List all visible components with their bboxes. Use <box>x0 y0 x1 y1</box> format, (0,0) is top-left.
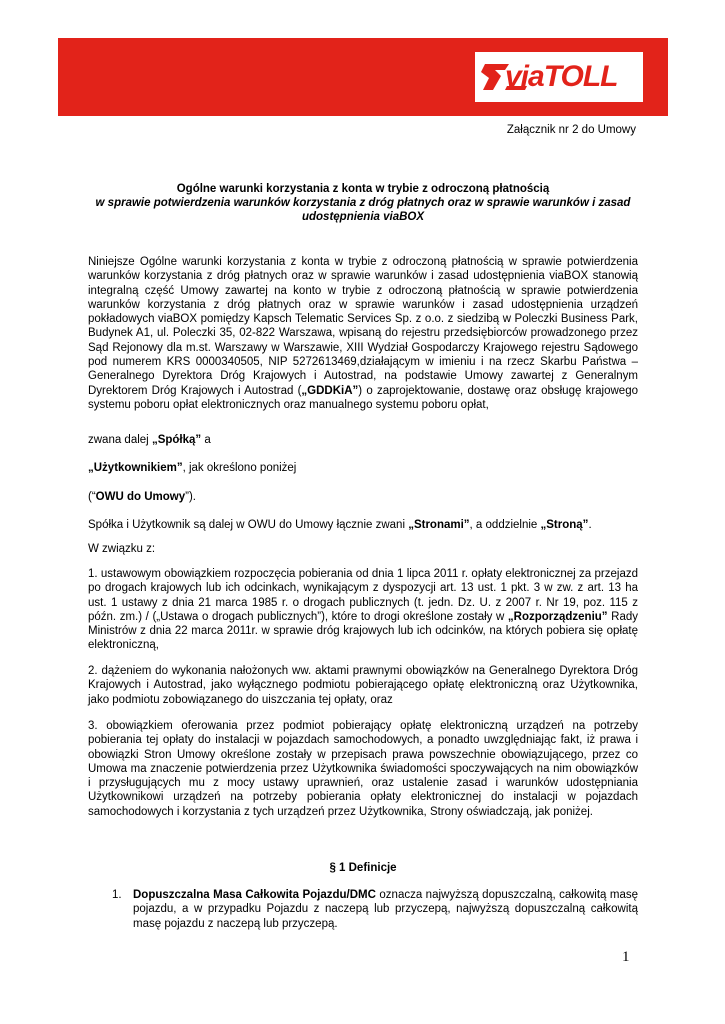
intro-end: ) o zaprojektowanie, dostawę oraz obsługę krajowego systemu poboru opłat elektronicznych oraz manualnego systemu poboru opłat, <box>88 384 638 411</box>
owu-paragraph <box>88 490 638 504</box>
title-line-2: w sprawie potwierdzenia warunków korzystania z dróg płatnych oraz w sprawie warunków i zasad udostępnienia viaBOX <box>95 197 631 223</box>
definition-item <box>112 888 638 931</box>
parties-bold-1: „Stronami” <box>408 519 470 531</box>
parties-pre: Spółka i Użytkownik są dalej w OWU do Umowy łącznie zwani <box>88 519 409 531</box>
viatoll-logo <box>475 52 643 102</box>
document-title <box>88 182 638 224</box>
title-line-1: Ogólne warunki korzystania z konta w trybie z odroczoną płatnością <box>176 183 550 195</box>
recital-2: 2. dążeniem do wykonania nałożonych ww. aktami prawnymi obowiązków na Generalnego Dyrektora Dróg Krajowych i Autostrad, jako wyłącznego podmiotu pobierającego opłatę elektroniczną oraz Użytkownika, jako podmiotu zobowiązanego do uiszczania tej opłaty, oraz <box>88 665 638 706</box>
recital-1-post: Rady Ministrów z dnia 22 marca 2011r. w sprawie dróg krajowych lub ich odcinków, na których pobiera się opłatę elektroniczną, <box>88 610 638 652</box>
company-post: a <box>201 434 211 446</box>
owu-pre: (“ <box>88 491 96 503</box>
company-pre: zwana dalej <box>88 434 152 446</box>
annex-label: Załącznik nr 2 do Umowy <box>506 124 636 136</box>
recital-1-pre: 1. ustawowym obowiązkiem rozpoczęcia pobierania od dnia 1 lipca 2011 r. opłaty elektronicznej za przejazd po drogach krajowych lub ich odcinkach, wynikającym z dyspozycji art. 13 ust. 1 pkt. 3 w zw. z art. 13 ha ust. 1 ustawy z dnia 21 marca 1985 r. o drogach publicznych (t. jedn. Dz. U. z 2007 r. Nr 19, poz. 115 z późn. zm.) / („Ustawa o drogach publicznych”), które to drogi określone zostały w <box>88 568 638 623</box>
company-paragraph <box>88 433 638 447</box>
logo-wordmark: viaTOLL <box>505 60 618 93</box>
definition-text: oznacza najwyższą dopuszczalną, całkowitą masę pojazdu, a w przypadku Pojazdu z naczepą lub przyczepą, najwyższą dopuszczalną całkowitą masę pojazdu z naczepą lub przyczepą. <box>133 889 639 930</box>
intro-paragraph <box>88 255 638 412</box>
parties-post: . <box>588 519 592 531</box>
intro-bold: „GDDKiA” <box>301 384 359 397</box>
recital-1-bold: „Rozporządzeniu” <box>507 610 608 623</box>
company-bold: „Spółką” <box>151 434 202 446</box>
whereas-line: W związku z: <box>88 543 156 555</box>
user-paragraph <box>88 461 638 475</box>
parties-mid: , a oddzielnie <box>469 519 541 531</box>
parties-paragraph <box>88 518 638 532</box>
recital-3: 3. obowiązkiem oferowania przez podmiot pobierający opłatę elektroniczną urządzeń na potrzeby pobierania tej opłaty do instalacji w pojazdach samochodowych, a ponadto uwzględniając fakt, iż prawa i obowiązki Stron Umowy określone zostały w przepisach prawa powszechnie obowiązującego, przez co Umowa ma znaczenie potwierdzenia przez Użytkownika świadomości spoczywających na nim obowiązków i przysługujących mu z mocy ustawy uprawnień, oraz ustalenie zasad i warunków udostępniania Użytkownikowi urządzeń na potrzeby pobierania opłaty elektronicznej do instalacji w pojazdach samochodowych i korzystania z tych urządzeń przez Użytkownika, Strony oświadczają, jak poniżej. <box>88 720 638 818</box>
section-heading: § 1 Definicje <box>329 862 397 874</box>
user-post: , jak określono poniżej <box>182 462 297 474</box>
parties-bold-2: „Stroną” <box>540 519 589 531</box>
definition-term: Dopuszczalna Masa Całkowita Pojazdu/DMC <box>133 889 376 901</box>
page-number: 1 <box>622 949 630 965</box>
owu-bold: OWU do Umowy <box>95 491 186 503</box>
owu-post: ”). <box>185 491 196 503</box>
intro-text: Niniejsze Ogólne warunki korzystania z konta w trybie z odroczoną płatnością w sprawie potwierdzenia warunków korzystania z dróg płatnych oraz w sprawie warunków i zasad udostępnienia viaBOX stanowią integralną część Umowy zawartej na konto w trybie z odroczoną płatnością w sprawie potwierdzenia warunków korzystania z dróg płatnych oraz w sprawie warunków i zasad udostępnienia urządzeń pokładowych viaBOX pomiędzy Kapsch Telematic Services Sp. z o.o. z siedzibą w Poleczki Business Park, Budynek A1, ul. Poleczki 35, 02-822 Warszawa, wpisaną do rejestru przedsiębiorców prowadzonego przez Sąd Rejonowy dla m.st. Warszawy w Warszawie, XIII Wydział Gospodarczy Krajowego rejestru Sądowego pod numerem KRS 0000340505, NIP 5272613469,działającym w imieniu i na rzecz Skarbu Państwa – Generalnego Dyrektora Dróg Krajowych i Autostrad, na podstawie Umowy zawartej z Generalnym Dyrektorem Dróg Krajowych i Autostrad ( <box>88 256 638 397</box>
definition-number: 1. <box>112 889 122 901</box>
user-bold: „Użytkownikiem” <box>88 462 183 474</box>
recital-1 <box>88 567 638 653</box>
